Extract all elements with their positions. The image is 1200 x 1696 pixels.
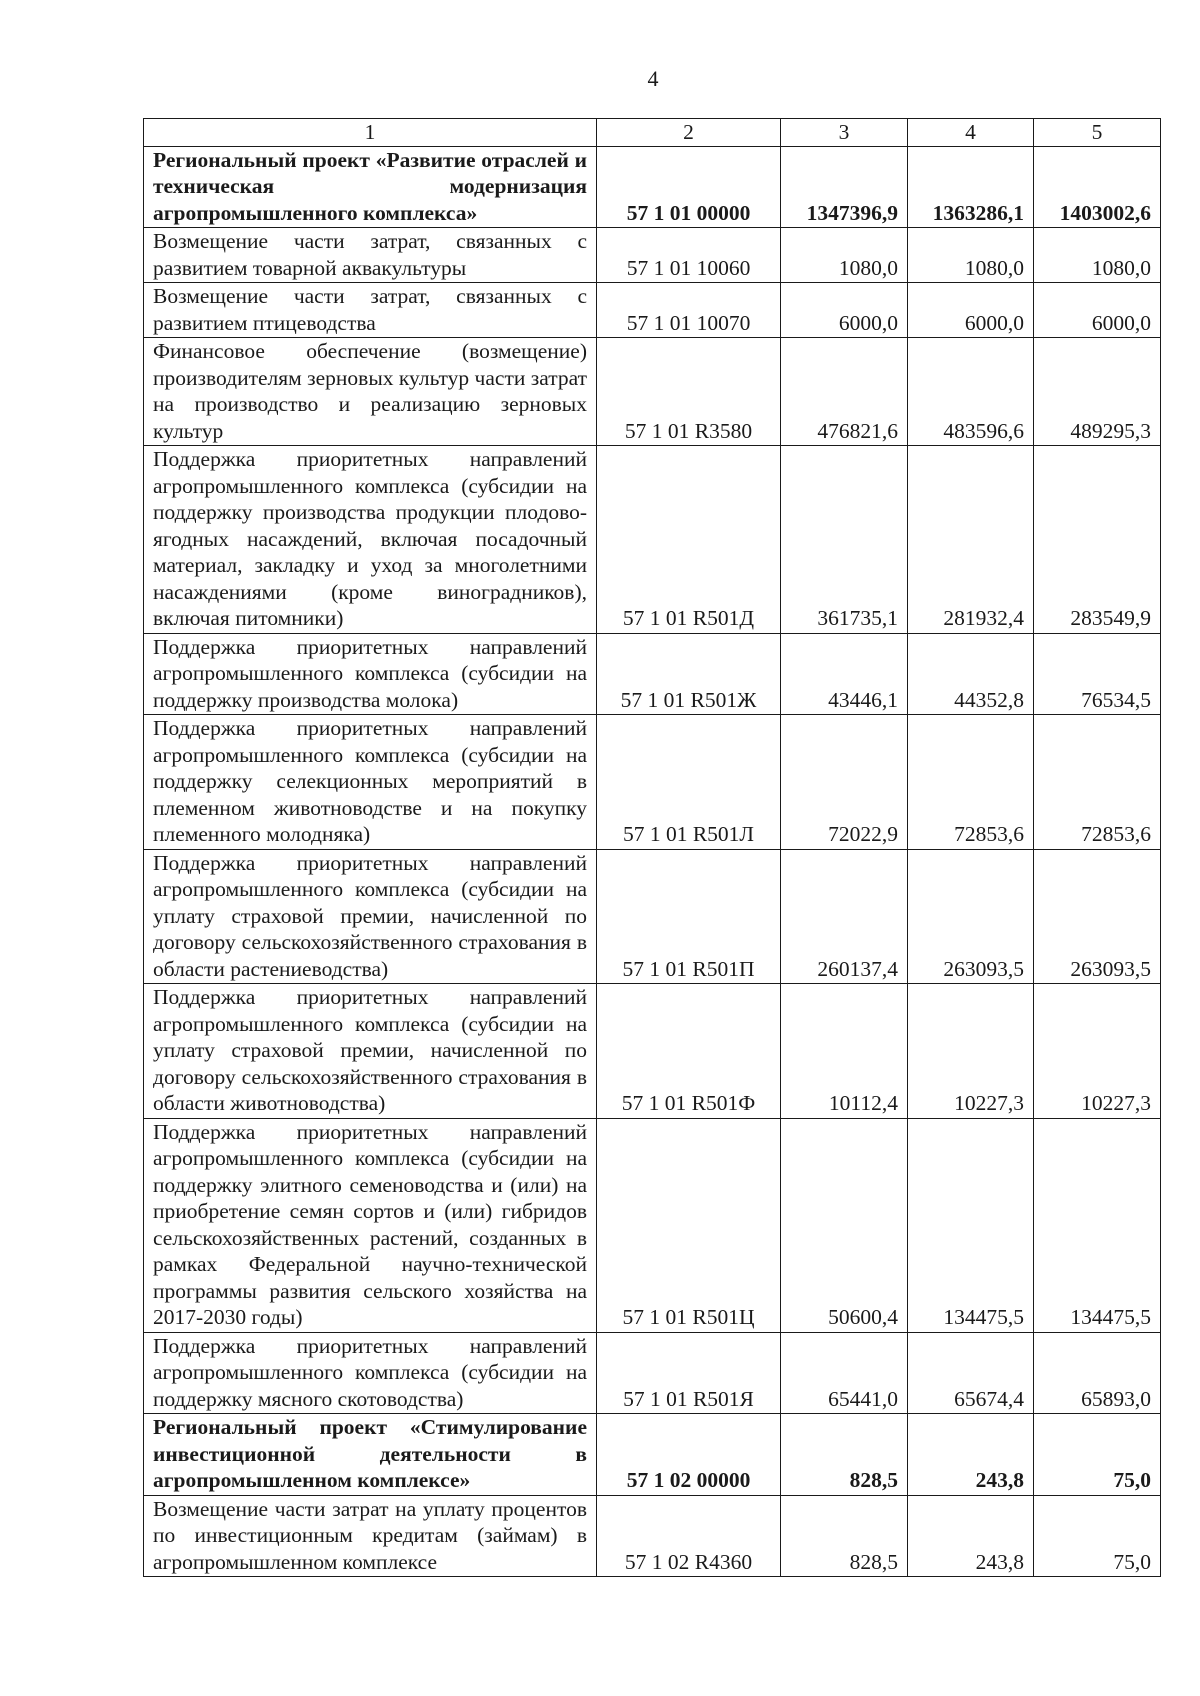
row-value-col5: 283549,9 [1034,446,1161,634]
row-value-col4: 65674,4 [908,1332,1034,1414]
row-value-col4: 6000,0 [908,283,1034,338]
page-number: 4 [647,66,659,91]
row-name-cell: Возмещение части затрат, связанных с развитием птицеводства [144,283,597,338]
row-value-col4: 1363286,1 [908,146,1034,228]
column-header: 4 [908,119,1034,147]
row-value-col3: 361735,1 [781,446,908,634]
row-name-cell: Поддержка приоритетных направлений агропромышленного комплекса (субсидии на поддержку производства молока) [144,633,597,715]
row-value-col5: 134475,5 [1034,1118,1161,1332]
row-name-cell: Поддержка приоритетных направлений агропромышленного комплекса (субсидии на уплату страховой премии, начисленной по договору сельскохозяйственного страхования в области животноводства) [144,984,597,1119]
row-value-col4: 243,8 [908,1495,1034,1577]
row-value-col3: 43446,1 [781,633,908,715]
row-value-col5: 72853,6 [1034,715,1161,850]
row-value-col5: 65893,0 [1034,1332,1161,1414]
row-value-col3: 1347396,9 [781,146,908,228]
row-name-cell: Возмещение части затрат, связанных с развитием товарной аквакультуры [144,228,597,283]
column-header: 1 [144,119,597,147]
row-value-col4: 44352,8 [908,633,1034,715]
column-header: 2 [597,119,781,147]
row-value-col4: 281932,4 [908,446,1034,634]
row-name-cell: Поддержка приоритетных направлений агропромышленного комплекса (субсидии на поддержку производства продукции плодово-ягодных насаждений, включая посадочный материал, закладку и уход за многолетними насаждениями (кроме виноградников), включая питомники) [144,446,597,634]
row-value-col5: 10227,3 [1034,984,1161,1119]
row-value-col3: 72022,9 [781,715,908,850]
row-code-cell: 57 1 01 R3580 [597,338,781,446]
row-code-cell: 57 1 01 R501Д [597,446,781,634]
table-row-section [144,146,1161,228]
row-value-col3: 6000,0 [781,283,908,338]
row-code-cell: 57 1 01 R501Ф [597,984,781,1119]
row-name-cell: Региональный проект «Стимулирование инвестиционной деятельности в агропромышленном комплексе» [144,1414,597,1496]
table-body [144,146,1161,1577]
row-code-cell: 57 1 01 R501Я [597,1332,781,1414]
row-value-col5: 6000,0 [1034,283,1161,338]
table-row [144,1332,1161,1414]
row-name-cell: Региональный проект «Развитие отраслей и техническая модернизация агропромышленного комплекса» [144,146,597,228]
row-name-cell: Поддержка приоритетных направлений агропромышленного комплекса (субсидии на уплату страховой премии, начисленной по договору сельскохозяйственного страхования в области растениеводства) [144,849,597,984]
row-name-cell: Поддержка приоритетных направлений агропромышленного комплекса (субсидии на поддержку элитного семеноводства и (или) на приобретение семян сортов и (или) гибридов сельскохозяйственных растений, созданных в рамках Федеральной научно-технической программы развития сельского хозяйства на 2017-2030 годы) [144,1118,597,1332]
table-row [144,1495,1161,1577]
column-header: 5 [1034,119,1161,147]
table-row [144,849,1161,984]
row-value-col5: 76534,5 [1034,633,1161,715]
row-value-col3: 828,5 [781,1495,908,1577]
budget-table [143,118,1161,1577]
row-value-col3: 50600,4 [781,1118,908,1332]
row-value-col3: 65441,0 [781,1332,908,1414]
row-value-col4: 1080,0 [908,228,1034,283]
table-header-row [144,119,1161,147]
row-value-col4: 10227,3 [908,984,1034,1119]
row-value-col5: 75,0 [1034,1495,1161,1577]
row-value-col5: 1403002,6 [1034,146,1161,228]
row-code-cell: 57 1 01 R501Ж [597,633,781,715]
row-value-col4: 243,8 [908,1414,1034,1496]
table-row [144,984,1161,1119]
row-name-cell: Поддержка приоритетных направлений агропромышленного комплекса (субсидии на поддержку селекционных мероприятий в племенном животноводстве и на покупку племенного молодняка) [144,715,597,850]
row-code-cell: 57 1 02 R4360 [597,1495,781,1577]
row-value-col4: 263093,5 [908,849,1034,984]
table-row [144,338,1161,446]
row-code-cell: 57 1 01 R501П [597,849,781,984]
table-row [144,633,1161,715]
row-value-col4: 72853,6 [908,715,1034,850]
column-header: 3 [781,119,908,147]
row-value-col3: 828,5 [781,1414,908,1496]
row-code-cell: 57 1 01 10060 [597,228,781,283]
row-name-cell: Возмещение части затрат на уплату процентов по инвестиционным кредитам (займам) в агропромышленном комплексе [144,1495,597,1577]
table-row [144,283,1161,338]
table-row [144,715,1161,850]
row-value-col3: 476821,6 [781,338,908,446]
row-value-col3: 10112,4 [781,984,908,1119]
row-value-col4: 134475,5 [908,1118,1034,1332]
row-code-cell: 57 1 01 R501Ц [597,1118,781,1332]
row-value-col5: 263093,5 [1034,849,1161,984]
row-value-col3: 1080,0 [781,228,908,283]
row-code-cell: 57 1 01 00000 [597,146,781,228]
row-name-cell: Финансовое обеспечение (возмещение) производителям зерновых культур части затрат на производство и реализацию зерновых культур [144,338,597,446]
row-value-col5: 489295,3 [1034,338,1161,446]
table-row-section [144,1414,1161,1496]
table-row [144,228,1161,283]
row-value-col3: 260137,4 [781,849,908,984]
table-row [144,446,1161,634]
row-value-col5: 1080,0 [1034,228,1161,283]
row-code-cell: 57 1 01 R501Л [597,715,781,850]
row-code-cell: 57 1 02 00000 [597,1414,781,1496]
row-code-cell: 57 1 01 10070 [597,283,781,338]
row-name-cell: Поддержка приоритетных направлений агропромышленного комплекса (субсидии на поддержку мясного скотоводства) [144,1332,597,1414]
row-value-col5: 75,0 [1034,1414,1161,1496]
row-value-col4: 483596,6 [908,338,1034,446]
table-row [144,1118,1161,1332]
